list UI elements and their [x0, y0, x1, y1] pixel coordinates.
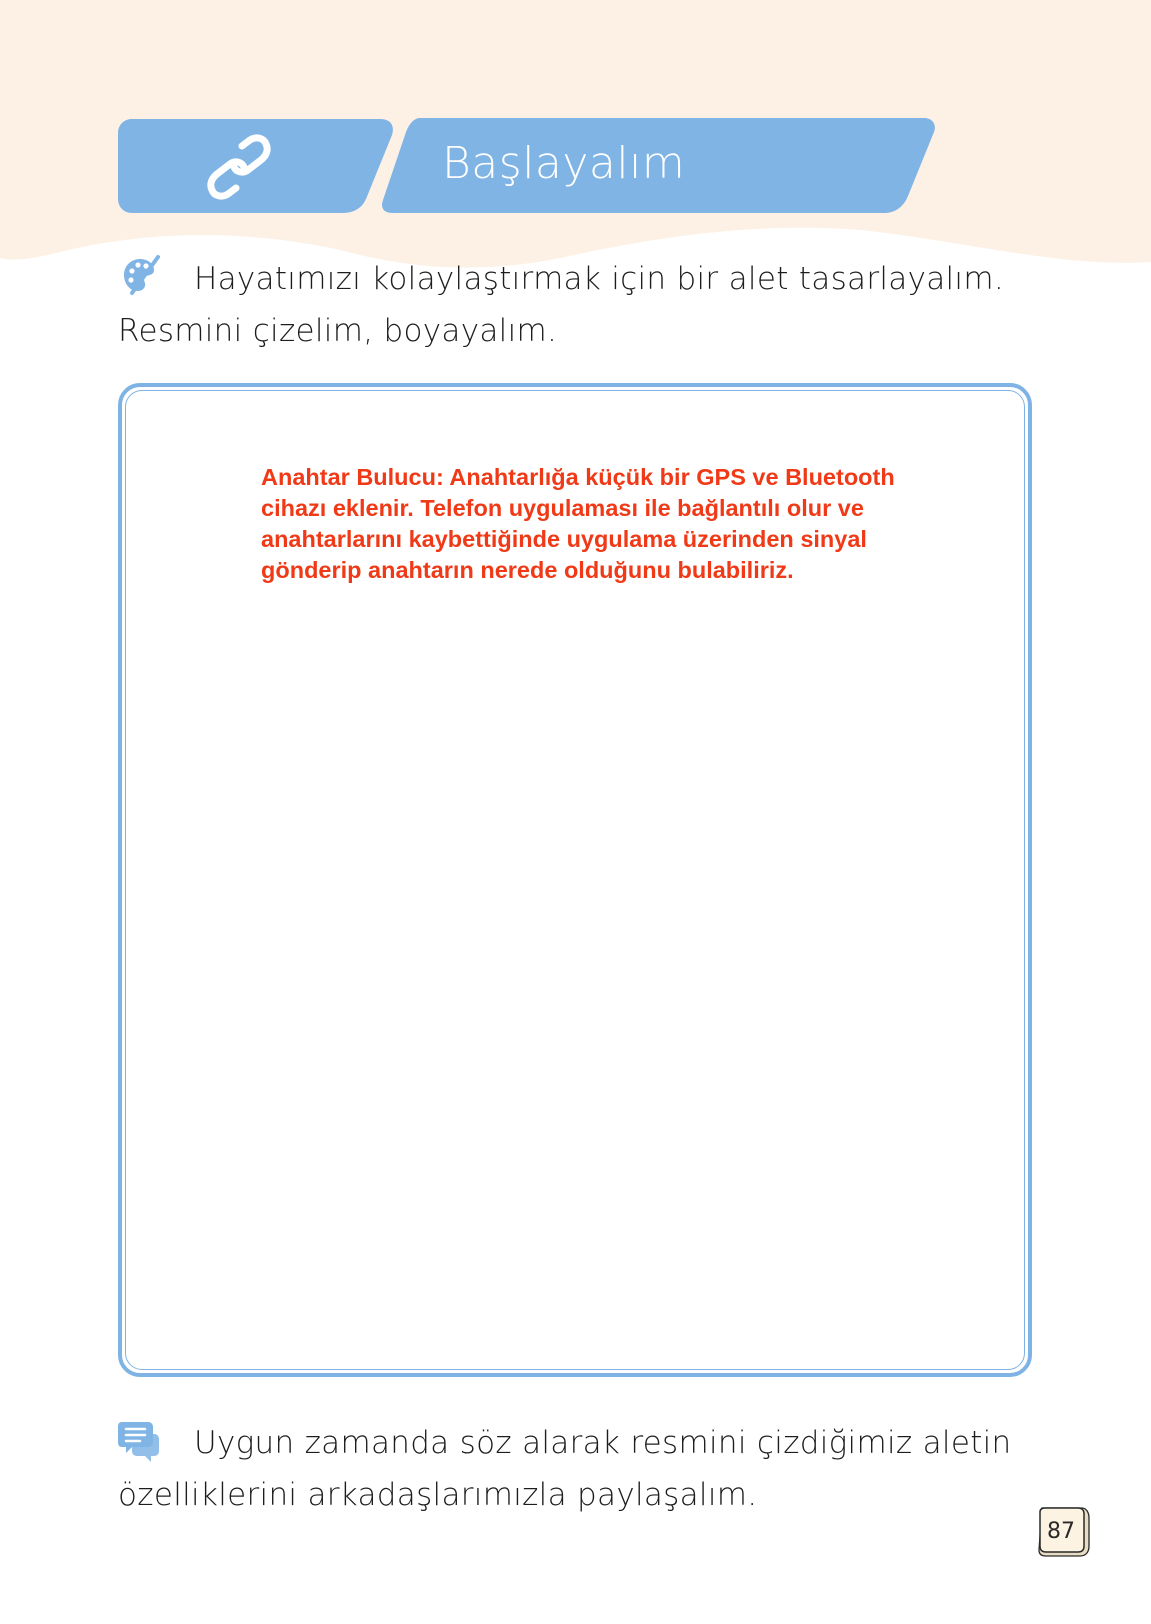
instruction-top-line1: Hayatımızı kolaylaştırmak için bir alet tasarlayalım.	[194, 261, 1004, 297]
instruction-bottom-line2: özelliklerini arkadaşlarımızla paylaşalım.	[118, 1477, 758, 1513]
instruction-top-line2: Resmini çizelim, boyayalım.	[118, 313, 558, 349]
answer-text: Anahtar Bulucu: Anahtarlığa küçük bir GPS ve Bluetooth cihazı eklenir. Telefon uygulaması ile bağlantılı olur ve anahtarlarını kaybettiğinde uygulama üzerinden sinyal gönderip anahtarın nerede olduğunu bulabiliriz.	[261, 464, 895, 583]
instruction-top	[118, 253, 1004, 357]
page-number: 87	[1047, 1519, 1075, 1544]
instruction-bottom-line1: Uygun zamanda söz alarak resmini çizdiğimiz aletin	[194, 1425, 1012, 1461]
link-icon	[206, 134, 272, 200]
section-title: Başlayalım	[442, 138, 686, 189]
instruction-bottom	[118, 1417, 1012, 1521]
